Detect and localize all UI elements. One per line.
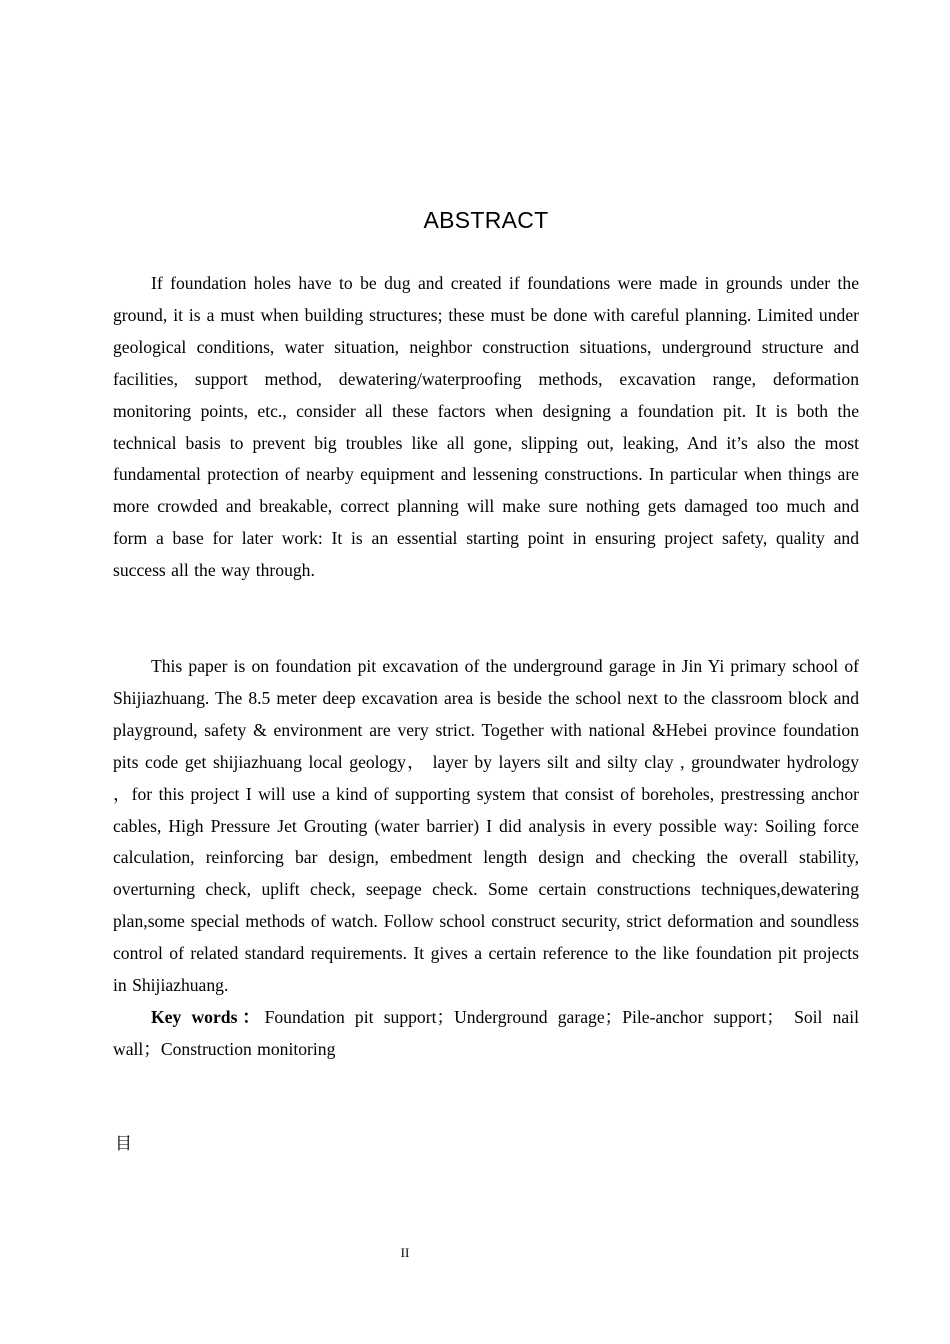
- page-number: II: [400, 1245, 410, 1260]
- keywords-text: Foundation pit support；Underground garage；Pile-anchor support； Soil nail wall；Construction monitoring: [113, 1006, 859, 1059]
- keywords-line: [113, 1002, 859, 1066]
- toc-heading-fragment: 目: [115, 1134, 132, 1153]
- abstract-title: ABSTRACT: [423, 207, 549, 233]
- abstract-paragraph-2: This paper is on foundation pit excavation of the underground garage in Jin Yi primary school of Shijiazhuang. The 8.5 meter deep excavation area is beside the school next to the classroom block and playground, safety & environment are very strict. Together with national &Hebei province foundation pits code get shijiazhuang local geology， layer by layers silt and silty clay , groundwater hydrology ，for this project I will use a kind of supporting system that consist of boreholes, prestressing anchor cables, High Pressure Jet Grouting (water barrier) I did analysis in every possible way: Soiling force calculation, reinforcing bar design, embedment length design and checking the overall stability, overturning check, uplift check, seepage check. Some certain constructions techniques,dewatering plan,some special methods of watch. Follow school construct security, strict deformation and soundless control of related standard requirements. It gives a certain reference to the like foundation pit projects in Shijiazhuang.: [113, 656, 859, 996]
- abstract-paragraph-1-block: [113, 268, 859, 587]
- abstract-paragraph-1: If foundation holes have to be dug and created if foundations were made in grounds under the ground, it is a must when building structures; these must be done with careful planning. Limited under geological conditions, water situation, neighbor construction situations, underground structure and facilities, support method, dewatering/waterproofing methods, excavation range, deformation monitoring points, etc., consider all these factors when designing a foundation pit. It is both the technical basis to prevent big troubles like all gone, slipping out, leaking, And it’s also the most fundamental protection of nearby equipment and lessening constructions. In particular when things are more crowded and breakable, correct planning will make sure nothing gets damaged too much and form a base for later work: It is an essential starting point in ensuring project safety, quality and success all the way through.: [113, 273, 859, 581]
- keywords-label: Key words：: [151, 1006, 265, 1027]
- abstract-paragraph-2-block: [113, 651, 859, 1066]
